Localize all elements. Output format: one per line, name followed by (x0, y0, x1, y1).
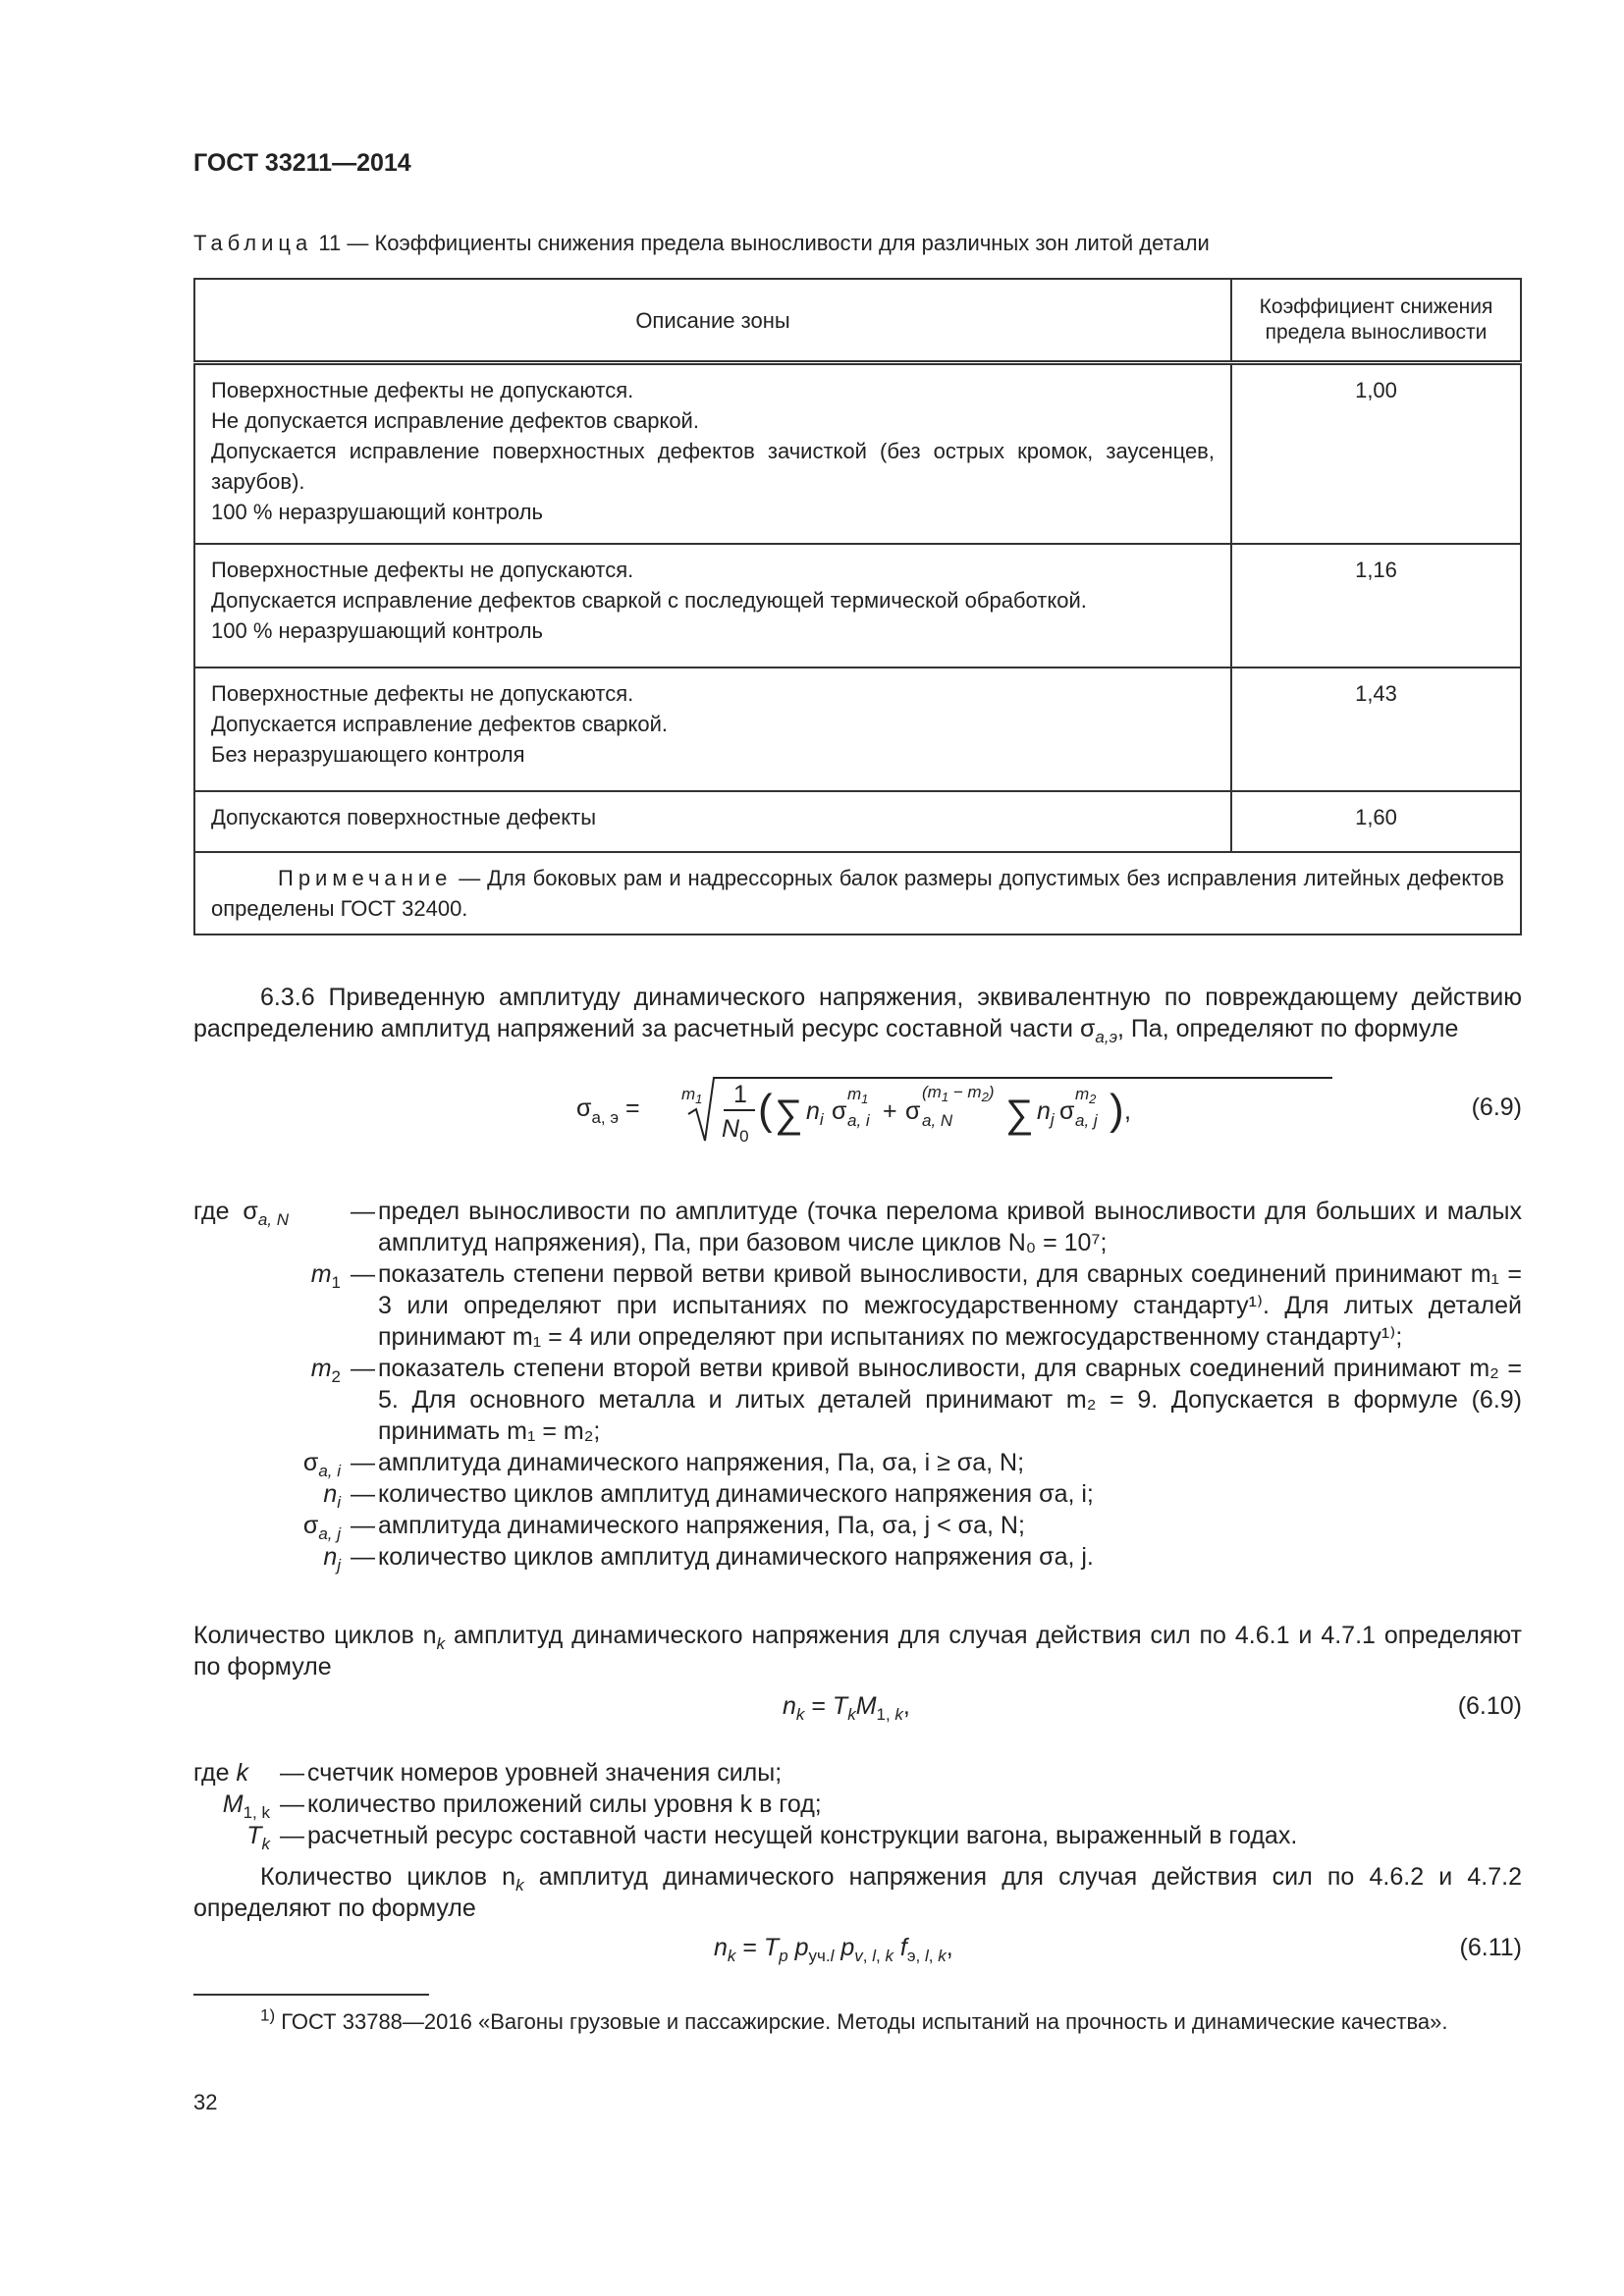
definition-text: амплитуда динамического напряжения, Па, σa, j < σa, N; (378, 1512, 1025, 1539)
sym-sub: k (261, 1835, 270, 1853)
definition-row (193, 1258, 1522, 1353)
dash: — (351, 1449, 375, 1476)
para-sub: k (515, 1876, 524, 1895)
term-sigma-an: σ (905, 1097, 921, 1125)
sym-sub: a, j (318, 1524, 341, 1543)
table-note (194, 852, 1521, 934)
paren-open: ( (758, 1086, 773, 1134)
footnote (193, 2006, 1522, 2038)
definition-row (193, 1757, 1522, 1789)
sym-sub: 1, k (243, 1803, 270, 1822)
table-note-row (194, 852, 1521, 934)
paragraph-6-3-6 (193, 982, 1522, 1044)
formula-number: (6.9) (1471, 1094, 1522, 1121)
sym-sub: j (337, 1556, 341, 1575)
definition-text: счетчик номеров уровней значения силы; (307, 1759, 783, 1787)
table-cell-coefficient: 1,60 (1231, 791, 1521, 852)
dash: — (351, 1480, 375, 1508)
exp-m2: $m_2$ (1075, 1085, 1097, 1106)
where-word: где (193, 1198, 230, 1225)
definition-text: количество циклов амплитуд динамического напряжения σa, j. (378, 1543, 1094, 1571)
cell-line: Допускается исправление дефектов сваркой. (211, 712, 669, 736)
cell-line: Допускаются поверхностные дефекты (211, 805, 597, 829)
sym-sub: 2 (331, 1367, 341, 1386)
table-cell-description (194, 544, 1231, 667)
cell-line: Поверхностные дефекты не допускаются. (211, 681, 634, 706)
sym-main: n (323, 1480, 338, 1508)
para-text: Количество циклов n (193, 1622, 437, 1649)
sub-ai: a, i (847, 1111, 870, 1130)
definition-symbol (193, 1353, 351, 1447)
para-sub: a,э (1095, 1028, 1117, 1046)
definitions-6-9 (193, 1196, 1522, 1573)
col-header-coefficient-line2: предела выносливости (1265, 321, 1488, 344)
formula-6-11-body: $n_k = T_p$ $p_{уч.l}$ $p_{v, l, k}$ $f_{э, l, k}$, (714, 1934, 953, 1965)
exp-m1: $m_1$ (847, 1085, 869, 1106)
cell-line: Не допускается исправление дефектов сваркой. (211, 408, 699, 433)
formula-6-10 (193, 1690, 1522, 1730)
sym-main: M (222, 1790, 244, 1818)
formula-6-9 (193, 1080, 1522, 1148)
root-index: $m_1$ (681, 1085, 703, 1106)
table-cell-coefficient: 1,00 (1231, 363, 1521, 545)
definition-symbol (193, 1541, 351, 1573)
definition-symbol (193, 1510, 351, 1541)
note-text: — Для боковых рам и надрессорных балок размеры допустимых без исправления литейных дефектов определены ГОСТ 32400. (211, 866, 1504, 921)
dash: — (351, 1260, 375, 1288)
cell-line: Поверхностные дефекты не допускаются. (211, 378, 634, 402)
definition-symbol (193, 1196, 351, 1258)
sym-main: k (236, 1759, 248, 1787)
definition-text: показатель степени первой ветви кривой выносливости, для сварных соединений принимают m₁ = 3 или определяют при испытаниях по межгосударственному стандарту¹⁾. Для литых деталей принимают m₁ = 4 или определяют при испытаниях по межгосударственному стандарту¹⁾; (378, 1260, 1522, 1351)
definition-text: показатель степени второй ветви кривой выносливости, для сварных соединений принимают m₂ = 5. Для основного металла и литых деталей принимают m₂ = 9. Допускается в формуле (6.9) принимать m₁ = m₂; (378, 1355, 1522, 1445)
table-cell-description (194, 791, 1231, 852)
sym-main: T (246, 1822, 262, 1849)
definition-row (193, 1353, 1522, 1447)
table-row (194, 544, 1521, 667)
definition-text: количество циклов амплитуд динамического напряжения σa, i; (378, 1480, 1094, 1508)
cell-line: Допускается исправление дефектов сваркой с последующей термической обработкой. (211, 588, 1087, 613)
col-header-coefficient-line1: Коэффициент снижения (1259, 295, 1493, 318)
dash: — (351, 1198, 375, 1225)
sym-main: m (310, 1260, 332, 1288)
sum-sign-1: ∑ (775, 1093, 803, 1136)
formula-number: (6.11) (1459, 1934, 1522, 1961)
term-sigma-aj: σ (1059, 1097, 1075, 1125)
definition-row (193, 1447, 1522, 1478)
paren-close: ) (1110, 1086, 1124, 1134)
plus-sign: + (883, 1097, 897, 1125)
dash: — (351, 1355, 375, 1382)
para-tail: , Па, определяют по формуле (1116, 1015, 1459, 1042)
col-header-description: Описание зоны (194, 279, 1231, 363)
formula-6-9-graphic (567, 1070, 1450, 1148)
footnote-text: ГОСТ 33788—2016 «Вагоны грузовые и пассажирские. Методы испытаний на прочность и динамические качества». (275, 2009, 1448, 2034)
definition-symbol (193, 1757, 280, 1789)
formula-number: (6.10) (1457, 1692, 1522, 1720)
sym-sub: a, N (257, 1210, 290, 1229)
dash: — (280, 1822, 304, 1849)
dash: — (351, 1512, 375, 1539)
definition-symbol (193, 1258, 351, 1353)
definition-row (193, 1820, 1522, 1851)
definitions-6-10 (193, 1757, 1522, 1851)
exp-m1-m2: $(m_1 - m_2)$ (922, 1083, 995, 1104)
footnote-mark: 1) (260, 2005, 276, 2025)
definition-text: количество приложений силы уровня k в год; (307, 1790, 822, 1818)
cell-line: Без неразрушающего контроля (211, 742, 525, 767)
table-cell-coefficient: 1,43 (1231, 667, 1521, 791)
sym-main: σ (302, 1449, 319, 1476)
sym-main: m (310, 1355, 332, 1382)
page-number: 32 (193, 2090, 218, 2114)
sym-main: σ (243, 1198, 258, 1225)
para-tail: амплитуд динамического напряжения для случая действия сил по 4.6.2 и 4.7.2 определяют по формуле (193, 1863, 1522, 1922)
table-cell-description (194, 363, 1231, 545)
footnote-rule (193, 1994, 429, 1996)
sym-sub: 1 (331, 1273, 341, 1292)
where-word: где (193, 1759, 230, 1787)
formula-6-10-body: $n_k = T_kM_{1, k}$, (783, 1692, 910, 1724)
document-header: ГОСТ 33211—2014 (193, 149, 411, 177)
col-header-coefficient (1231, 279, 1521, 363)
sub-aj: a, j (1075, 1111, 1098, 1130)
para-text: Количество циклов n (260, 1863, 516, 1891)
dash: — (280, 1790, 304, 1818)
sum-sign-2: ∑ (1005, 1093, 1034, 1136)
sub-an: a, N (922, 1111, 953, 1130)
formula-6-11 (193, 1932, 1522, 1971)
sym-sub: a, i (318, 1462, 341, 1480)
term-sigma-ai: σ (832, 1097, 847, 1125)
table-caption (193, 228, 1431, 259)
definition-symbol (193, 1820, 280, 1851)
paragraph-nk-2 (193, 1861, 1522, 1924)
para-text: 6.3.6 Приведенную амплитуду динамического напряжения, эквивалентную по повреждающему действию распределению амплитуд напряжений за расчетный ресурс составной части σ (193, 984, 1522, 1042)
sym-main: n (323, 1543, 338, 1571)
dash: — (280, 1759, 304, 1787)
table-cell-description (194, 667, 1231, 791)
definition-row (193, 1510, 1522, 1541)
note-label: Примечание (278, 866, 453, 890)
table-caption-word: Таблица (193, 231, 313, 255)
para-sub: k (436, 1634, 446, 1653)
cell-line: Поверхностные дефекты не допускаются. (211, 558, 634, 582)
definition-row (193, 1541, 1522, 1573)
cell-line: Допускается исправление поверхностных дефектов зачисткой (без острых кромок, заусенцев, зарубов). (211, 439, 1215, 494)
frac-numerator: 1 (733, 1081, 747, 1108)
table-caption-text: 11 — Коэффициенты снижения предела выносливости для различных зон литой детали (318, 231, 1210, 255)
para-tail: амплитуд динамического напряжения для случая действия сил по 4.6.1 и 4.7.1 определяют по формуле (193, 1622, 1523, 1681)
table-header-row (194, 279, 1521, 363)
formula-lhs: $\sigma_{а, э}$ = (576, 1095, 640, 1127)
sym-main: σ (302, 1512, 319, 1539)
cell-line: 100 % неразрушающий контроль (211, 500, 543, 524)
cell-line: 100 % неразрушающий контроль (211, 618, 543, 643)
frac-denominator: $N_0$ (722, 1115, 749, 1146)
definition-row (193, 1196, 1522, 1258)
table-cell-coefficient: 1,16 (1231, 544, 1521, 667)
table-row (194, 791, 1521, 852)
definition-symbol (193, 1478, 351, 1510)
table-row (194, 667, 1521, 791)
definition-text: амплитуда динамического напряжения, Па, σa, i ≥ σa, N; (378, 1449, 1025, 1476)
definition-text: расчетный ресурс составной части несущей конструкции вагона, выраженный в годах. (307, 1822, 1298, 1849)
term-nj: $n_j$ (1037, 1097, 1055, 1129)
paragraph-nk-1 (193, 1620, 1522, 1682)
term-ni: $n_i$ (806, 1097, 824, 1129)
definition-symbol (193, 1789, 280, 1820)
definition-row (193, 1789, 1522, 1820)
definition-row (193, 1478, 1522, 1510)
definition-symbol (193, 1447, 351, 1478)
definition-text: предел выносливости по амплитуде (точка перелома кривой выносливости для больших и малых амплитуд напряжения), Па, при базовом числе циклов N₀ = 10⁷; (378, 1198, 1522, 1256)
table-row (194, 363, 1521, 545)
table-11 (193, 278, 1522, 935)
formula-comma: , (1124, 1097, 1131, 1125)
dash: — (351, 1543, 375, 1571)
sym-sub: i (337, 1493, 341, 1512)
